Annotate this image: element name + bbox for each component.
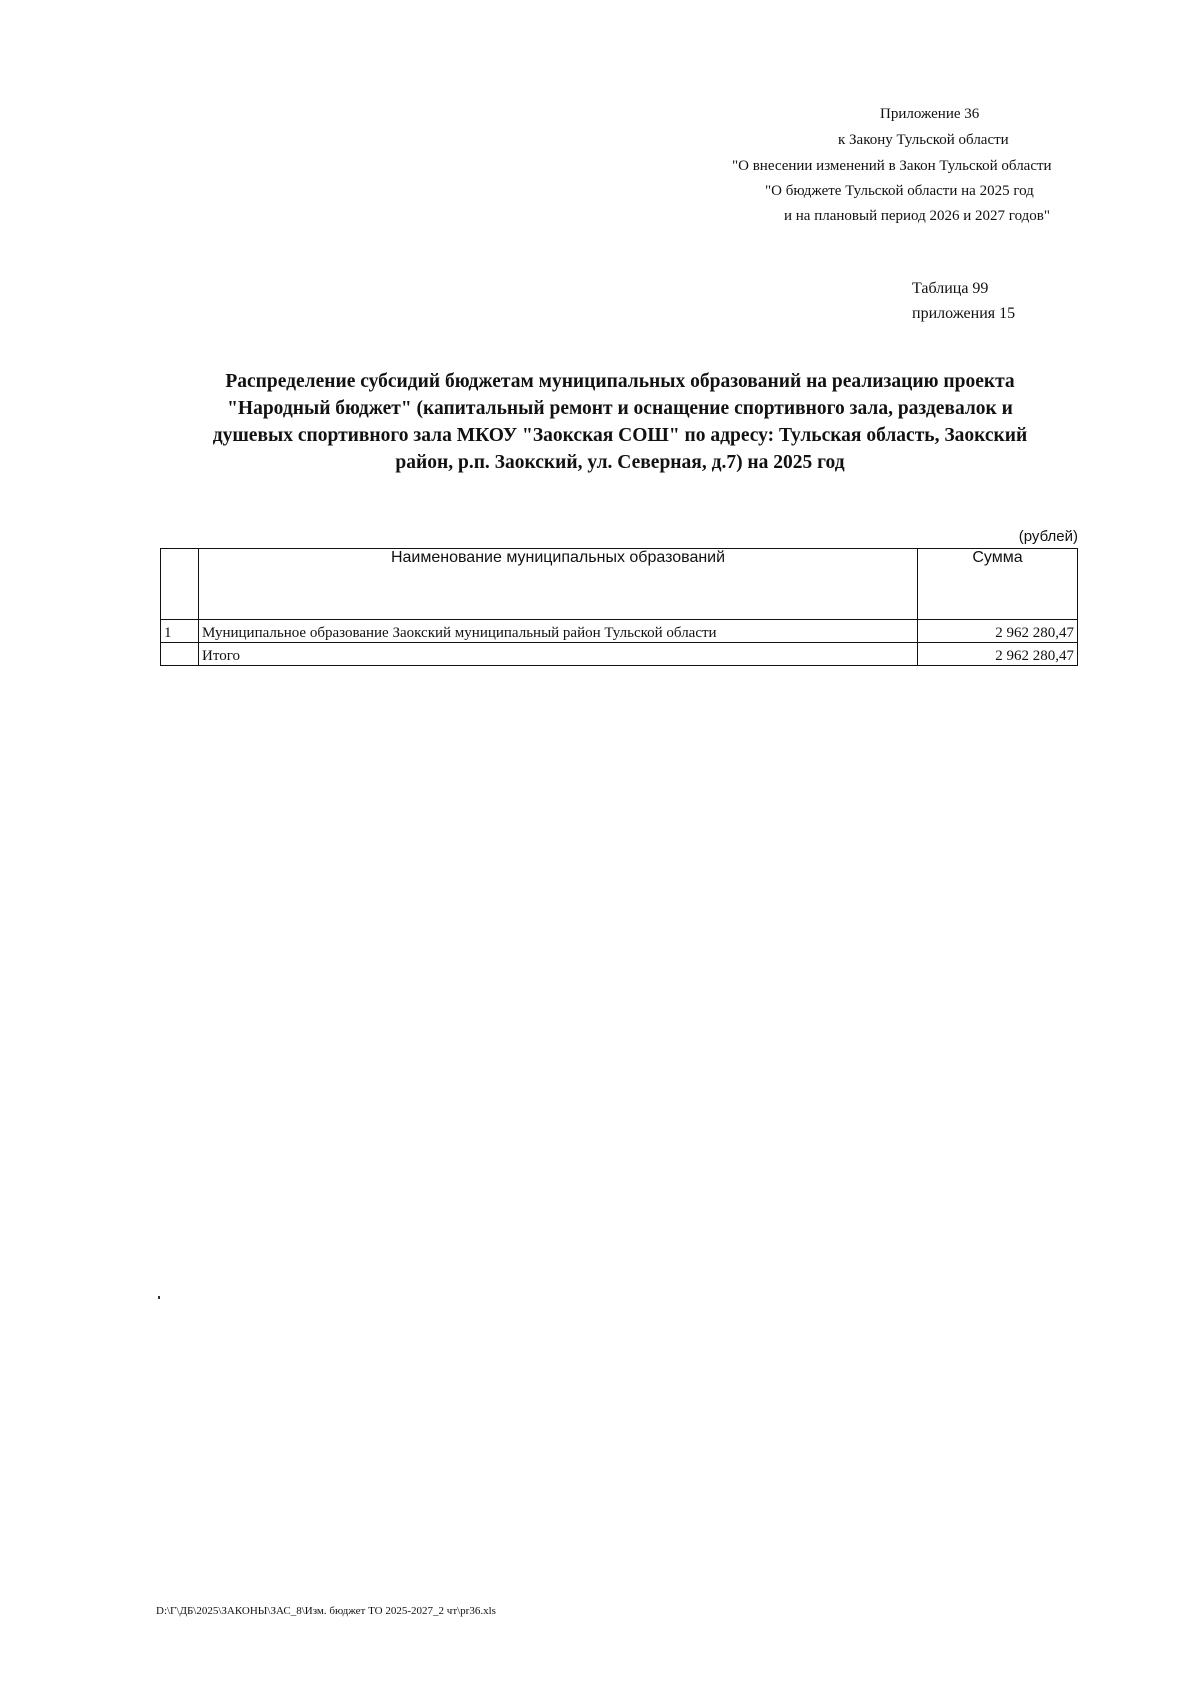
units-label: (рублей): [1018, 528, 1078, 545]
appendix-law-reference: к Закону Тульской области: [838, 132, 1009, 148]
header-number: [161, 549, 199, 620]
table-appendix-reference: приложения 15: [912, 305, 1016, 322]
table-total-row: [161, 643, 1078, 666]
document-title: [170, 368, 1070, 476]
total-name: Итого: [199, 643, 918, 666]
footer-file-path: D:\Г\ДБ\2025\ЗАКОНЫ\ЗАС_8\Изм. бюджет ТО 2025-2027_2 чт\pr36.xls: [156, 1605, 496, 1617]
appendix-planning-period: и на плановый период 2026 и 2027 годов": [784, 208, 1050, 224]
header-sum: Сумма: [918, 549, 1078, 620]
title-line-1: Распределение субсидий бюджетам муниципальных образований на реализацию проекта: [225, 371, 1015, 392]
appendix-amendment-title: "О внесении изменений в Закон Тульской области: [732, 158, 1052, 174]
table-number: Таблица 99: [912, 280, 989, 297]
total-number: [161, 643, 199, 666]
row-sum: 2 962 280,47: [918, 620, 1078, 643]
row-number: 1: [161, 620, 199, 643]
title-line-4: район, р.п. Заокский, ул. Северная, д.7) на 2025 год: [395, 452, 845, 473]
total-sum: 2 962 280,47: [918, 643, 1078, 666]
row-name: Муниципальное образование Заокский муниципальный район Тульской области: [199, 620, 918, 643]
table-header-row: [161, 549, 1078, 620]
title-line-2: "Народный бюджет" (капитальный ремонт и оснащение спортивного зала, раздевалок и: [227, 398, 1013, 419]
appendix-budget-law-title: "О бюджете Тульской области на 2025 год: [765, 183, 1034, 199]
subsidy-table: [160, 548, 1078, 666]
scan-mark: [158, 1296, 160, 1299]
appendix-number: Приложение 36: [880, 106, 980, 122]
header-name: Наименование муниципальных образований: [199, 549, 918, 620]
table-row: [161, 620, 1078, 643]
title-line-3: душевых спортивного зала МКОУ "Заокская СОШ" по адресу: Тульская область, Заокский: [212, 425, 1028, 446]
